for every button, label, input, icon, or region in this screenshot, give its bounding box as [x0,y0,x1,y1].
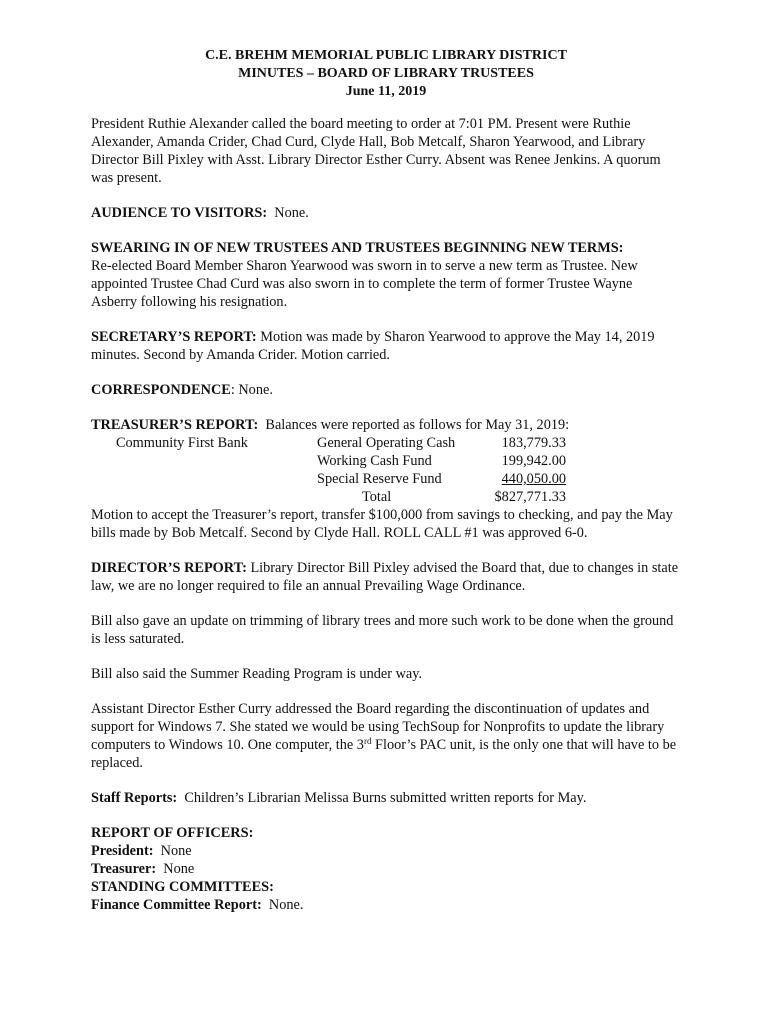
staff-text: Children’s Librarian Melissa Burns submitted written reports for May. [184,790,587,806]
fund-name: Working Cash Fund [317,453,432,469]
director-text: Library Director Bill Pixley advised the Board that, due to changes in state law, we are no longer required to file an annual Prevailing Wage Ordinance. [91,560,679,594]
swearing-section [91,239,681,311]
fund-amount: 440,050.00 [501,471,566,487]
windows-text-b: Floor’s PAC unit, is the only one that will have to be replaced. [91,737,677,771]
director-heading: DIRECTOR’S REPORT: [91,560,247,576]
treasurer-value: None [163,861,195,877]
finance-label: Finance Committee Report: [91,897,262,913]
staff-section [91,789,681,807]
secretary-heading: SECRETARY’S REPORT: [91,329,257,345]
total-label: Total [362,489,392,505]
secretary-section [91,328,681,364]
ordinal-suffix: rd [363,736,372,746]
audience-section [91,204,681,222]
windows-paragraph [91,700,681,772]
minutes-title: MINUTES – BOARD OF LIBRARY TRUSTEES [238,66,534,81]
fund-name: Special Reserve Fund [317,471,442,487]
correspondence-text: : None. [230,382,273,398]
document-header [91,47,681,101]
treasurer-heading: TREASURER’S REPORT: [91,417,259,433]
windows-text-a: Assistant Director Esther Curry addressed the Board regarding the discontinuation of updates and support for Windows 7. She stated we would be using TechSoup for Nonprofits to update the library computers to Windows 10. One computer, the 3 [91,701,665,753]
treasurer-motion: Motion to accept the Treasurer’s report, transfer $100,000 from savings to checking, and pay the May bills made by Bob Metcalf. Second by Clyde Hall. ROLL CALL #1 was approved 6-0. [91,507,673,541]
committees-heading: STANDING COMMITTEES: [91,879,274,895]
director-section [91,559,681,595]
secretary-text: Motion was made by Sharon Yearwood to approve the May 14, 2019 minutes. Second by Amanda Crider. Motion carried. [91,329,655,363]
president-value: None [160,843,192,859]
treasurer-label: Treasurer: [91,861,157,877]
audience-heading: AUDIENCE TO VISITORS: [91,205,268,221]
fund-name: General Operating Cash [317,435,456,451]
fund-amount: 199,942.00 [501,453,566,469]
staff-heading: Staff Reports: [91,790,178,806]
treasurer-intro: Balances were reported as follows for May 31, 2019: [265,417,570,433]
fund-amount: 183,779.33 [501,435,566,451]
treasurer-section [91,416,681,542]
summer-reading-paragraph: Bill also said the Summer Reading Program is under way. [91,666,423,682]
intro-paragraph: President Ruthie Alexander called the board meeting to order at 7:01 PM. Present were Ruthie Alexander, Amanda Crider, Chad Curd, Clyde Hall, Bob Metcalf, Sharon Yearwood, and Library Director Bill Pixley with Asst. Library Director Esther Curry. Absent was Renee Jenkins. A quorum was present. [91,116,661,186]
meeting-date: June 11, 2019 [345,84,427,99]
balances-table [91,434,681,506]
minutes-page [91,47,681,914]
total-amount: $827,771.33 [494,489,566,505]
correspondence-section [91,381,681,399]
president-label: President: [91,843,154,859]
officers-section [91,824,681,914]
officers-heading: REPORT OF OFFICERS: [91,825,254,841]
swearing-heading: SWEARING IN OF NEW TRUSTEES AND TRUSTEES BEGINNING NEW TERMS: [91,240,624,256]
audience-text: None. [274,205,309,221]
bank-name: Community First Bank [116,435,248,451]
correspondence-heading: CORRESPONDENCE [91,382,231,398]
finance-value: None. [268,897,304,913]
swearing-text: Re-elected Board Member Sharon Yearwood was sworn in to serve a new term as Trustee. New appointed Trustee Chad Curd was also sworn in to complete the term of former Trustee Wayne Asberry following his resignation. [91,258,638,310]
trees-paragraph: Bill also gave an update on trimming of library trees and more such work to be done when the ground is less saturated. [91,613,674,647]
district-title: C.E. BREHM MEMORIAL PUBLIC LIBRARY DISTRICT [205,48,567,63]
